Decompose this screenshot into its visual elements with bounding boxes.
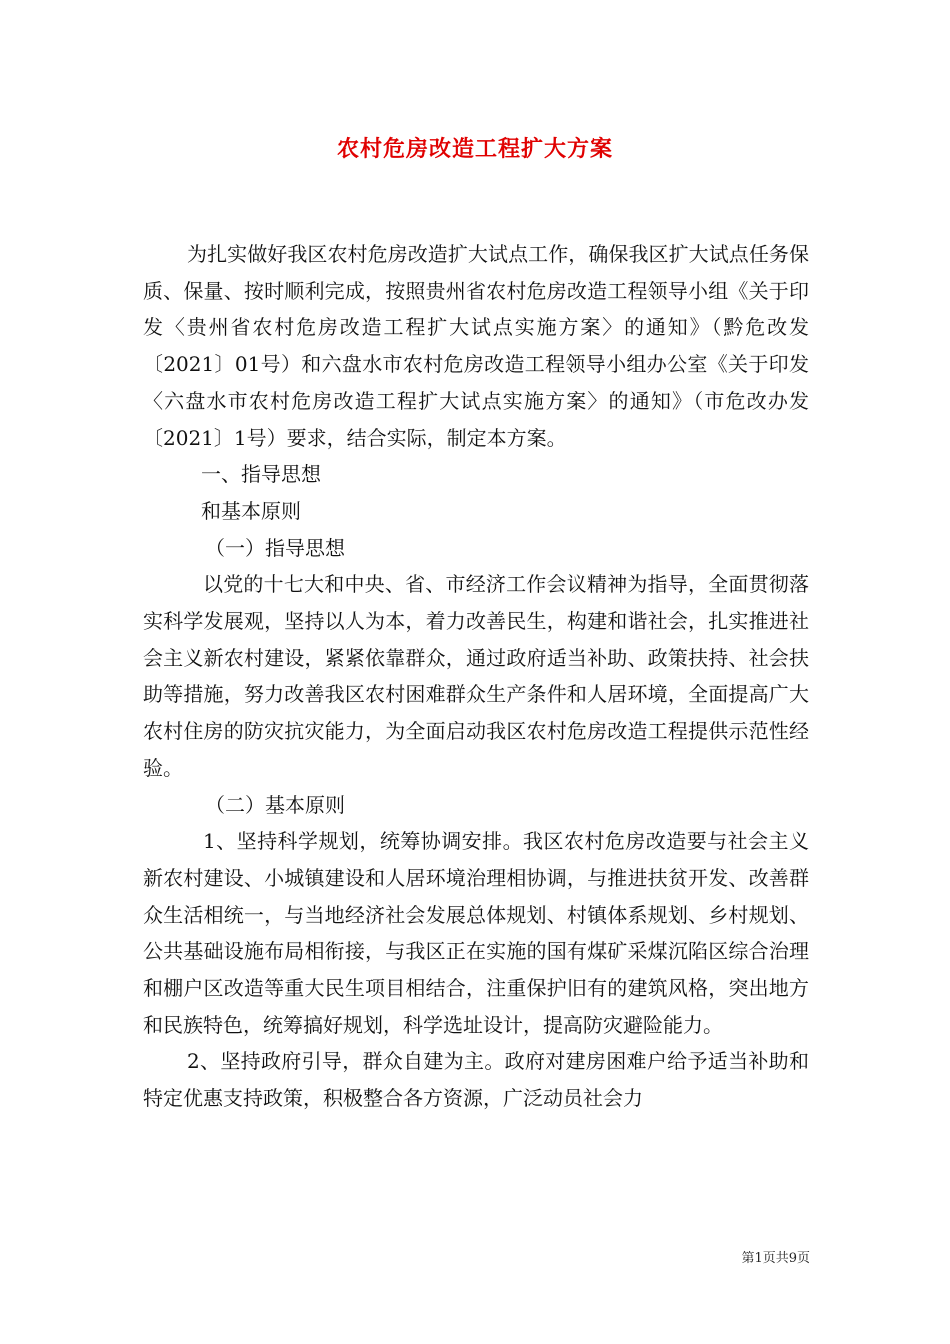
paragraph-principle-1: 1、坚持科学规划，统筹协调安排。我区农村危房改造要与社会主义新农村建设、小城镇建设和人居环境治理相协调，与推进扶贫开发、改善群众生活相统一，与当地经济社会发展总体规划、村镇体系规划、乡村规划、公共基础设施布局相衔接，与我区正在实施的国有煤矿采煤沉陷区综合治理和棚户区改造等重大民生项目相结合，注重保护旧有的建筑风格，突出地方和民族特色，统筹搞好规划，科学选址设计，提高防灾避险能力。: [143, 829, 809, 1037]
page-number: 第1页共9页: [741, 1251, 810, 1266]
subsection-heading-guiding-thought: （一）指导思想: [205, 535, 345, 560]
section-heading-1-cont: 和基本原则: [201, 498, 301, 523]
paragraph-principle-2: 2、坚持政府引导，群众自建为主。政府对建房困难户给予适当补助和特定优惠支持政策，积极整合各方资源，广泛动员社会力: [143, 1049, 809, 1111]
document-title: 农村危房改造工程扩大方案: [336, 136, 613, 162]
paragraph-intro: 为扎实做好我区农村危房改造扩大试点工作，确保我区扩大试点任务保质、保量、按时顺利完成，按照贵州省农村危房改造工程领导小组《关于印发〈贵州省农村危房改造工程扩大试点实施方案〉的通知》（黔危改发〔2021〕01号）和六盘水市农村危房改造工程领导小组办公室《关于印发〈六盘水市农村危房改造工程扩大试点实施方案〉的通知》（市危改办发〔2021〕1号）要求，结合实际，制定本方案。: [143, 242, 809, 450]
paragraph-guiding-thought: 以党的十七大和中央、省、市经济工作会议精神为指导，全面贯彻落实科学发展观，坚持以人为本，着力改善民生，构建和谐社会，扎实推进社会主义新农村建设，紧紧依靠群众，通过政府适当补助、政策扶持、社会扶助等措施，努力改善我区农村困难群众生产条件和人居环境，全面提高广大农村住房的防灾抗灾能力，为全面启动我区农村危房改造工程提供示范性经验。: [143, 572, 809, 780]
section-heading-1: 一、指导思想: [201, 462, 321, 487]
subsection-heading-basic-principles: （二）基本原则: [205, 792, 345, 817]
document-body: [143, 236, 809, 1117]
